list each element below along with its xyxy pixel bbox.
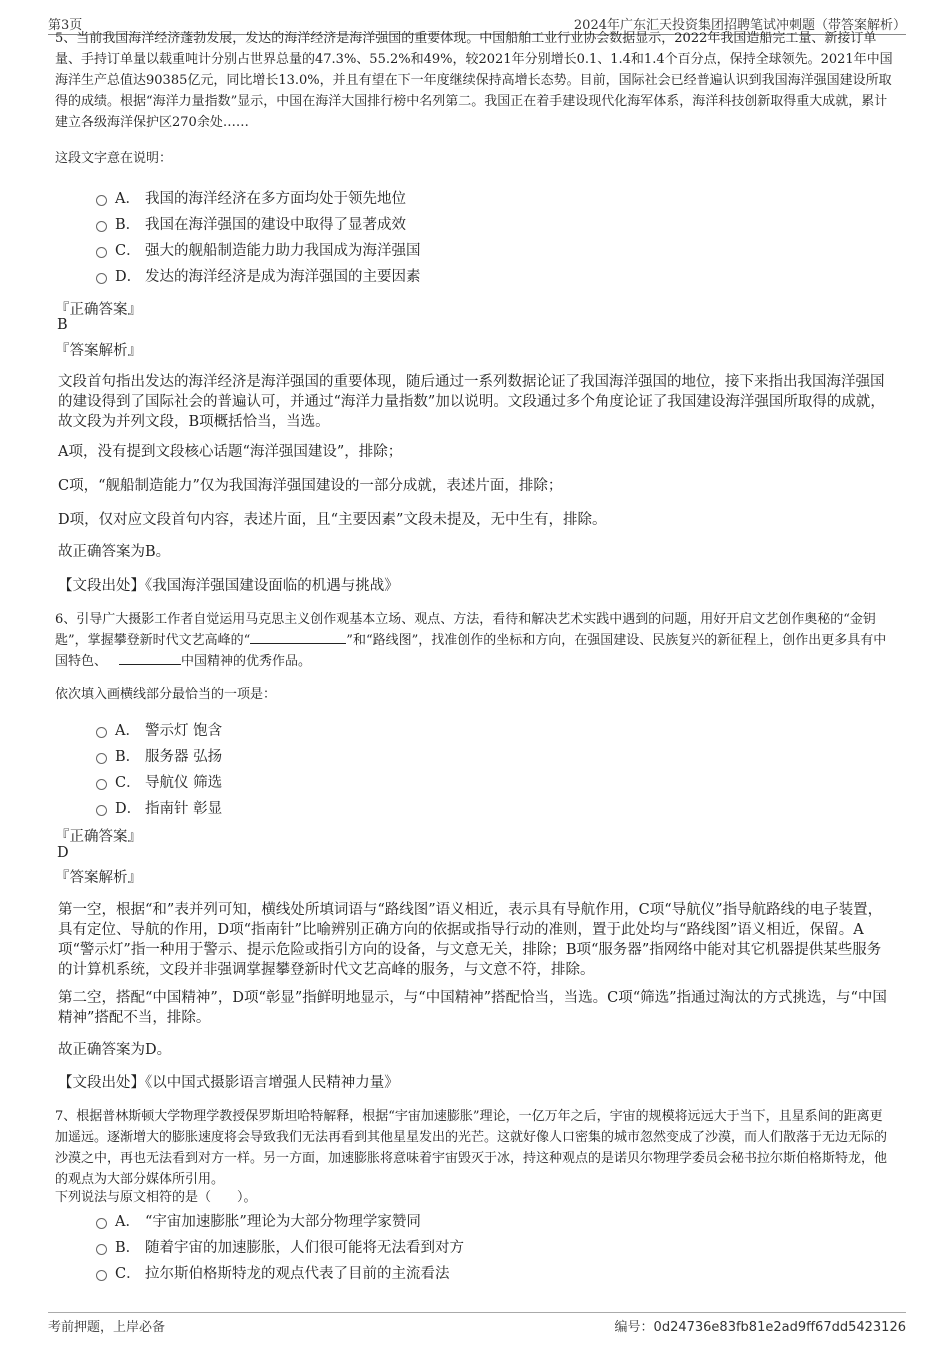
radio-icon[interactable] xyxy=(96,753,107,764)
q5-conclusion: 故正确答案为B。 xyxy=(58,544,171,560)
radio-icon[interactable] xyxy=(96,1218,107,1229)
radio-icon[interactable] xyxy=(96,221,107,232)
radio-icon[interactable] xyxy=(96,805,107,816)
q6-options xyxy=(96,716,856,820)
q6-prompt: 依次填入画横线部分最恰当的一项是： xyxy=(55,687,277,702)
q7-option-c[interactable]: C． 拉尔斯伯格斯特龙的观点代表了目前的主流看法 xyxy=(96,1259,856,1285)
radio-icon[interactable] xyxy=(96,779,107,790)
q5-option-b[interactable]: B． 我国在海洋强国的建设中取得了显著成效 xyxy=(96,210,856,236)
q6-option-d[interactable]: D． 指南针 彰显 xyxy=(96,794,856,820)
blank-1[interactable] xyxy=(250,630,346,644)
q6-source: 【文段出处】《以中国式摄影语言增强人民精神力量》 xyxy=(58,1075,399,1091)
q6-answer: D xyxy=(57,845,69,861)
q6-stem: 6、引导广大摄影工作者自觉运用马克思主义创作观基本立场、观点、方法，看待和解决艺术实践中遇到的问题，用好开启文艺创作奥秘的“金钥匙”，掌握攀登新时代文艺高峰的“ ”和“路线图”，找准创作的坐标和方向，在强国建设、民族复兴的新征程上，创作出更多具有中国特色、 中国精神的优秀作品。 xyxy=(55,612,887,669)
q5-option-a[interactable]: A． 我国的海洋经济在多方面均处于领先地位 xyxy=(96,184,856,210)
q5-prompt: 这段文字意在说明： xyxy=(55,151,173,166)
radio-icon[interactable] xyxy=(96,1270,107,1281)
q6-conclusion: 故正确答案为D。 xyxy=(58,1042,172,1058)
q7-option-a[interactable]: A． “宇宙加速膨胀”理论为大部分物理学家赞同 xyxy=(96,1207,856,1233)
radio-icon[interactable] xyxy=(96,195,107,206)
q6-analysis-second: 第二空，搭配“中国精神”，D项“彰显”指鲜明地显示，与“中国精神”搭配恰当，当选。C项“筛选”指通过淘汰的方式挑选，与“中国精神”搭配不当，排除。 xyxy=(58,990,887,1026)
q5-option-c[interactable]: C． 强大的舰船制造能力助力我国成为海洋强国 xyxy=(96,236,856,262)
q5-analysis-d: D项，仅对应文段首句内容，表述片面，且“主要因素”文段未提及，无中生有，排除。 xyxy=(58,512,607,528)
q5-answer: B xyxy=(57,317,68,333)
q5-analysis-label: 『答案解析』 xyxy=(55,343,142,359)
footer-slogan: 考前押题，上岸必备 xyxy=(48,1320,166,1335)
q7-options xyxy=(96,1207,856,1285)
radio-icon[interactable] xyxy=(96,727,107,738)
page-footer xyxy=(48,1312,906,1335)
page-number: 第3页 xyxy=(48,18,83,33)
q5-analysis-main: 文段首句指出发达的海洋经济是海洋强国的重要体现，随后通过一系列数据论证了我国海洋强国的地位，接下来指出我国海洋强国的建设得到了国际社会的普遍认可，并通过“海洋力量指数”加以说明。文段通过多个角度论证了我国建设海洋强国所取得的成就，故文段为并列文段，B项概括恰当，当选。 xyxy=(58,374,885,430)
blank-2[interactable] xyxy=(119,651,181,665)
radio-icon[interactable] xyxy=(96,247,107,258)
document-code: 编号：0d24736e83fb81e2ad9ff67dd5423126 xyxy=(614,1320,906,1335)
q6-answer-label: 『正确答案』 xyxy=(55,829,142,845)
q5-options xyxy=(96,184,856,288)
document-title: 2024年广东汇天投资集团招聘笔试冲刺题（带答案解析） xyxy=(573,18,906,33)
q7-prompt: 下列说法与原文相符的是（ ）。 xyxy=(55,1190,257,1205)
q6-option-b[interactable]: B． 服务器 弘扬 xyxy=(96,742,856,768)
q5-analysis-a: A项，没有提到文段核心话题“海洋强国建设”，排除； xyxy=(58,444,403,460)
q6-analysis-label: 『答案解析』 xyxy=(55,870,142,886)
q5-answer-label: 『正确答案』 xyxy=(55,302,142,318)
radio-icon[interactable] xyxy=(96,1244,107,1255)
q6-option-c[interactable]: C． 导航仪 筛选 xyxy=(96,768,856,794)
q5-option-d[interactable]: D． 发达的海洋经济是成为海洋强国的主要因素 xyxy=(96,262,856,288)
q6-option-a[interactable]: A． 警示灯 饱含 xyxy=(96,716,856,742)
q5-stem: 5、当前我国海洋经济蓬勃发展，发达的海洋经济是海洋强国的重要体现。中国船舶工业行业协会数据显示，2022年我国造船完工量、新接订单量、手持订单量以载重吨计分别占世界总量的47.3%、55.2%和49%，较2021年分别增长0.1、1.4和1.4个百分点，保持全球领先。2021年中国海洋生产总值达90385亿元，同比增长13.0%，并且有望在下一年度继续保持高增长态势。目前，国际社会已经普遍认识到我国海洋强国建设所取得的成绩。根据“海洋力量指数”显示，中国在海洋大国排行榜中名列第二。我国正在着手建设现代化海军体系，海洋科技创新取得重大成就，累计建立各级海洋保护区270余处…… xyxy=(55,31,893,130)
q6-analysis-first: 第一空，根据“和”表并列可知，横线处所填词语与“路线图”语义相近，表示具有导航作用，C项“导航仪”指导航路线的电子装置，具有定位、导航的作用，D项“指南针”比喻辨别正确方向的依据或指导行动的准则，置于此处均与“路线图”语义相近，保留。A项“警示灯”指一种用于警示、提示危险或指引方向的设备，与文意无关，排除；B项“服务器”指网络中能对其它机器提供某些服务的计算机系统，文段并非强调掌握攀登新时代文艺高峰的服务，与文意不符，排除。 xyxy=(58,902,883,978)
q5-source: 【文段出处】《我国海洋强国建设面临的机遇与挑战》 xyxy=(58,578,399,594)
q7-stem: 7、根据普林斯顿大学物理学教授保罗斯坦哈特解释，根据“宇宙加速膨胀”理论，一亿万年之后，宇宙的规模将远远大于当下，且星系间的距离更加遥远。逐渐增大的膨胀速度将会导致我们无法再看到其他星星发出的光芒。这就好像人口密集的城市忽然变成了沙漠，而人们散落于无边无际的沙漠之中，再也无法看到对方一样。另一方面，加速膨胀将意味着宇宙毁灭于冰，持这种观点的是诺贝尔物理学委员会秘书拉尔斯伯格斯特龙，他的观点为大部分媒体所引用。 xyxy=(55,1109,888,1187)
q5-stem-wrap xyxy=(55,14,895,136)
q5-analysis-c: C项，“舰船制造能力”仅为我国海洋强国建设的一部分成就，表述片面，排除； xyxy=(58,478,563,494)
q7-option-b[interactable]: B． 随着宇宙的加速膨胀，人们很可能将无法看到对方 xyxy=(96,1233,856,1259)
radio-icon[interactable] xyxy=(96,273,107,284)
